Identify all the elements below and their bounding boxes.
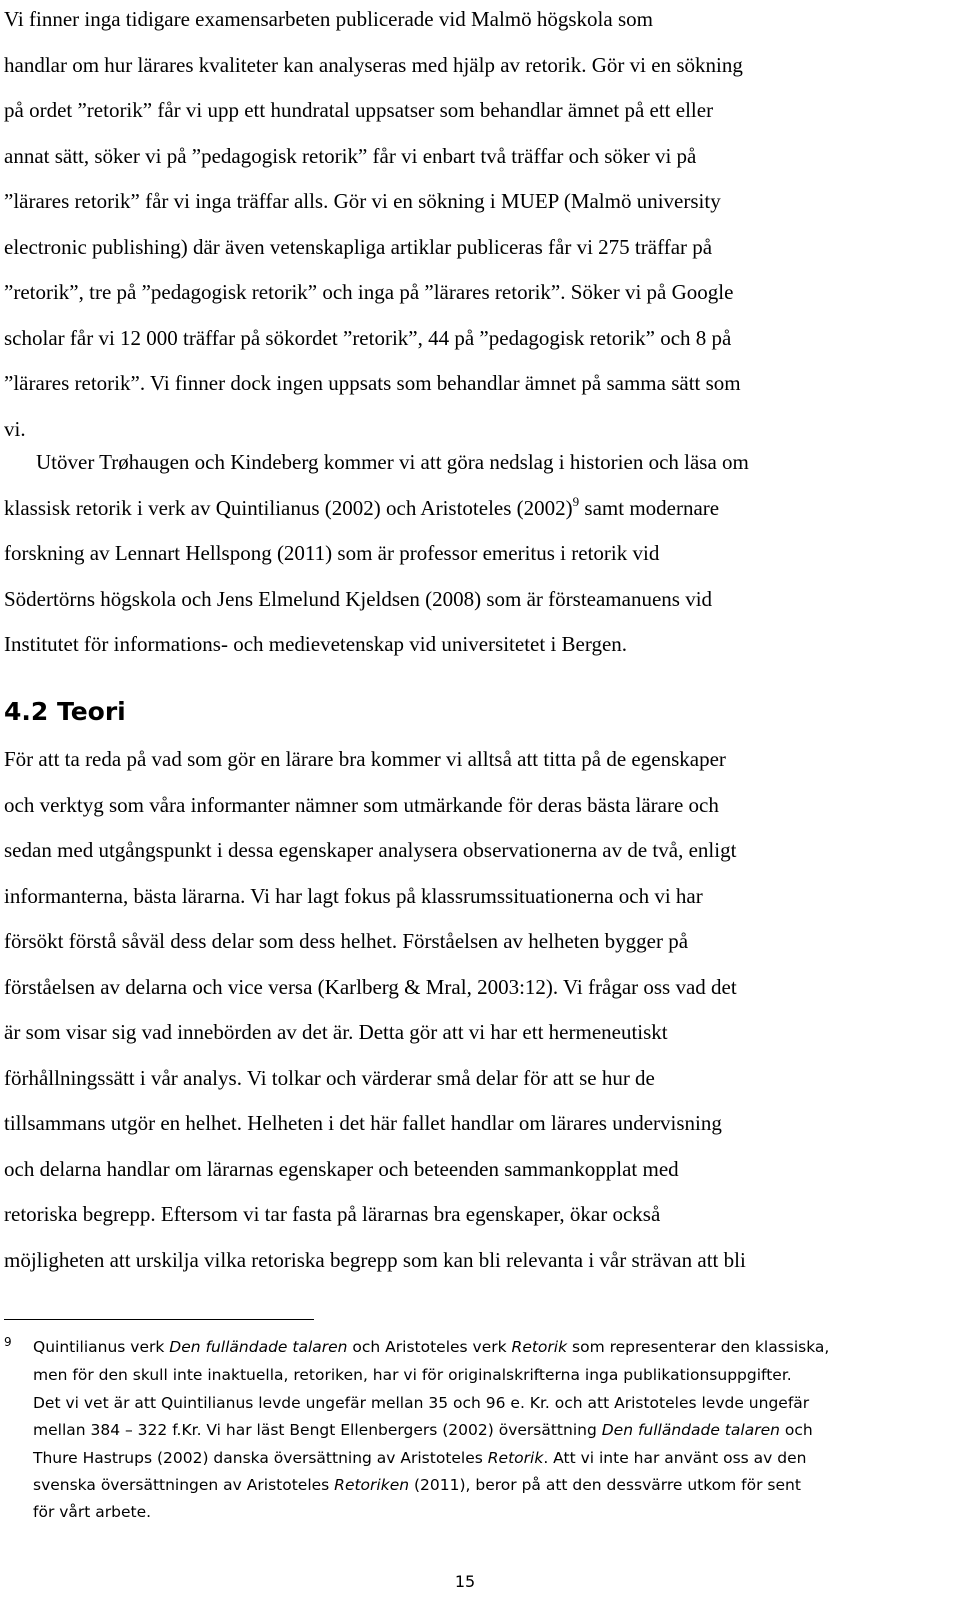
text-line: sedan med utgångspunkt i dessa egenskaper analysera observationerna av de två, enligt — [4, 838, 737, 862]
intro-paragraph — [4, 0, 926, 452]
page-number: 15 — [454, 1572, 476, 1591]
text-line: och delarna handlar om lärarnas egenskaper och beteenden sammankopplat med — [4, 1156, 679, 1181]
text-line: förhållningssätt i vår analys. Vi tolkar och värderar små delar för att se hur de — [4, 1065, 655, 1090]
footnote-reference[interactable]: 9 — [572, 493, 580, 509]
book-title: Den fulländade talaren — [601, 1421, 780, 1440]
text-segment: (2011), beror på att den dessvärre utkom för sent — [409, 1476, 801, 1495]
footnote-separator — [4, 1319, 314, 1320]
footnote-number: 9 — [4, 1335, 12, 1349]
text-line: Institutet för informations- och medievetenskap vid universitetet i Bergen. — [4, 632, 628, 656]
footnote-line: Det vi vet är att Quintilianus levde ungefär mellan 35 och 96 e. Kr. och att Aristoteles levde ungefär — [33, 1393, 810, 1412]
book-title: Den fulländade talaren — [169, 1338, 348, 1356]
text-line: retoriska begrepp. Eftersom vi tar fasta på lärarnas bra egenskaper, ökar också — [4, 1202, 661, 1226]
footnote-line: men för den skull inte inaktuella, retoriken, har vi för originalskrifterna inga publikationsuppgifter. — [33, 1366, 792, 1385]
text-line: informanterna, bästa lärarna. Vi har lagt fokus på klassrumssituationerna och vi har — [4, 883, 703, 908]
footnote-line — [4, 1445, 926, 1472]
footnote-line: för vårt arbete. — [33, 1503, 152, 1522]
text-segment: Thure Hastrups (2002) danska översättning av Aristoteles — [33, 1448, 488, 1467]
footnote-line — [4, 1472, 926, 1499]
footnote-line — [4, 1417, 926, 1444]
sources-paragraph — [4, 440, 926, 668]
text-line: är som visar sig vad innebörden av det är. Detta gör att vi har ett hermeneutiskt — [4, 1020, 668, 1044]
text-line: möjligheten att urskilja vilka retoriska begrepp som kan bli relevanta i vår strävan att bli — [4, 1247, 746, 1272]
text-line: ”retorik”, tre på ”pedagogisk retorik” och inga på ”lärares retorik”. Söker vi på Google — [4, 280, 734, 304]
text-line: på ordet ”retorik” får vi upp ett hundratal uppsatser som behandlar ämnet på ett eller — [4, 98, 714, 122]
section-heading: 4.2 Teori — [4, 697, 126, 726]
text-segment: Quintilianus verk — [33, 1338, 170, 1356]
text-segment: och Aristoteles verk — [347, 1338, 512, 1356]
book-title: Retoriken — [334, 1476, 410, 1495]
text-segment: samt modernare — [579, 495, 720, 520]
text-line: ”lärares retorik” får vi inga träffar alls. Gör vi en sökning i MUEP (Malmö university — [4, 189, 721, 213]
text-line: forskning av Lennart Hellspong (2011) som är professor emeritus i retorik vid — [4, 541, 660, 565]
theory-paragraph — [4, 737, 926, 1283]
text-line: handlar om hur lärares kvaliteter kan analyseras med hjälp av retorik. Gör vi en sökning — [4, 52, 743, 77]
text-segment: och — [779, 1421, 813, 1440]
text-line: Vi finner inga tidigare examensarbeten publicerade vid Malmö högskola som — [4, 7, 653, 31]
text-line: vi. — [4, 416, 26, 441]
text-segment: klassisk retorik i verk av Quintilianus (2002) och Aristoteles (2002) — [4, 495, 573, 520]
text-line: försökt förstå såväl dess delar som dess helhet. Förståelsen av helheten bygger på — [4, 929, 689, 953]
footnote-line — [4, 1334, 926, 1362]
text-segment: svenska översättningen av Aristoteles — [33, 1476, 335, 1495]
text-segment: mellan 384 – 322 f.Kr. Vi har läst Bengt Ellenbergers (2002) översättning — [33, 1421, 602, 1440]
text-line: Utöver Trøhaugen och Kindeberg kommer vi att göra nedslag i historien och läsa om — [36, 450, 749, 474]
text-line: Södertörns högskola och Jens Elmelund Kjeldsen (2008) som är försteamanuens vid — [4, 586, 713, 611]
text-segment: som representerar den klassiska, — [567, 1338, 830, 1356]
book-title: Retorik — [511, 1338, 568, 1356]
text-line: annat sätt, söker vi på ”pedagogisk retorik” får vi enbart två träffar och söker vi på — [4, 143, 697, 168]
text-line: För att ta reda på vad som gör en lärare bra kommer vi alltså att titta på de egenskaper — [4, 747, 726, 771]
book-title: Retorik — [487, 1448, 544, 1467]
text-line: electronic publishing) där även vetenskapliga artiklar publiceras får vi 275 träffar på — [4, 234, 713, 259]
text-line: och verktyg som våra informanter nämner som utmärkande för deras bästa lärare och — [4, 792, 719, 817]
text-line: förståelsen av delarna och vice versa (Karlberg & Mral, 2003:12). Vi frågar oss vad det — [4, 974, 737, 999]
text-segment: . Att vi inte har använt oss av den — [543, 1448, 807, 1467]
text-line: scholar får vi 12 000 träffar på sökordet ”retorik”, 44 på ”pedagogisk retorik” och 8 på — [4, 325, 732, 350]
text-line — [4, 486, 926, 532]
footnote — [4, 1334, 926, 1527]
text-line: tillsammans utgör en helhet. Helheten i det här fallet handlar om lärares undervisning — [4, 1111, 722, 1135]
text-line: ”lärares retorik”. Vi finner dock ingen uppsats som behandlar ämnet på samma sätt som — [4, 371, 741, 395]
